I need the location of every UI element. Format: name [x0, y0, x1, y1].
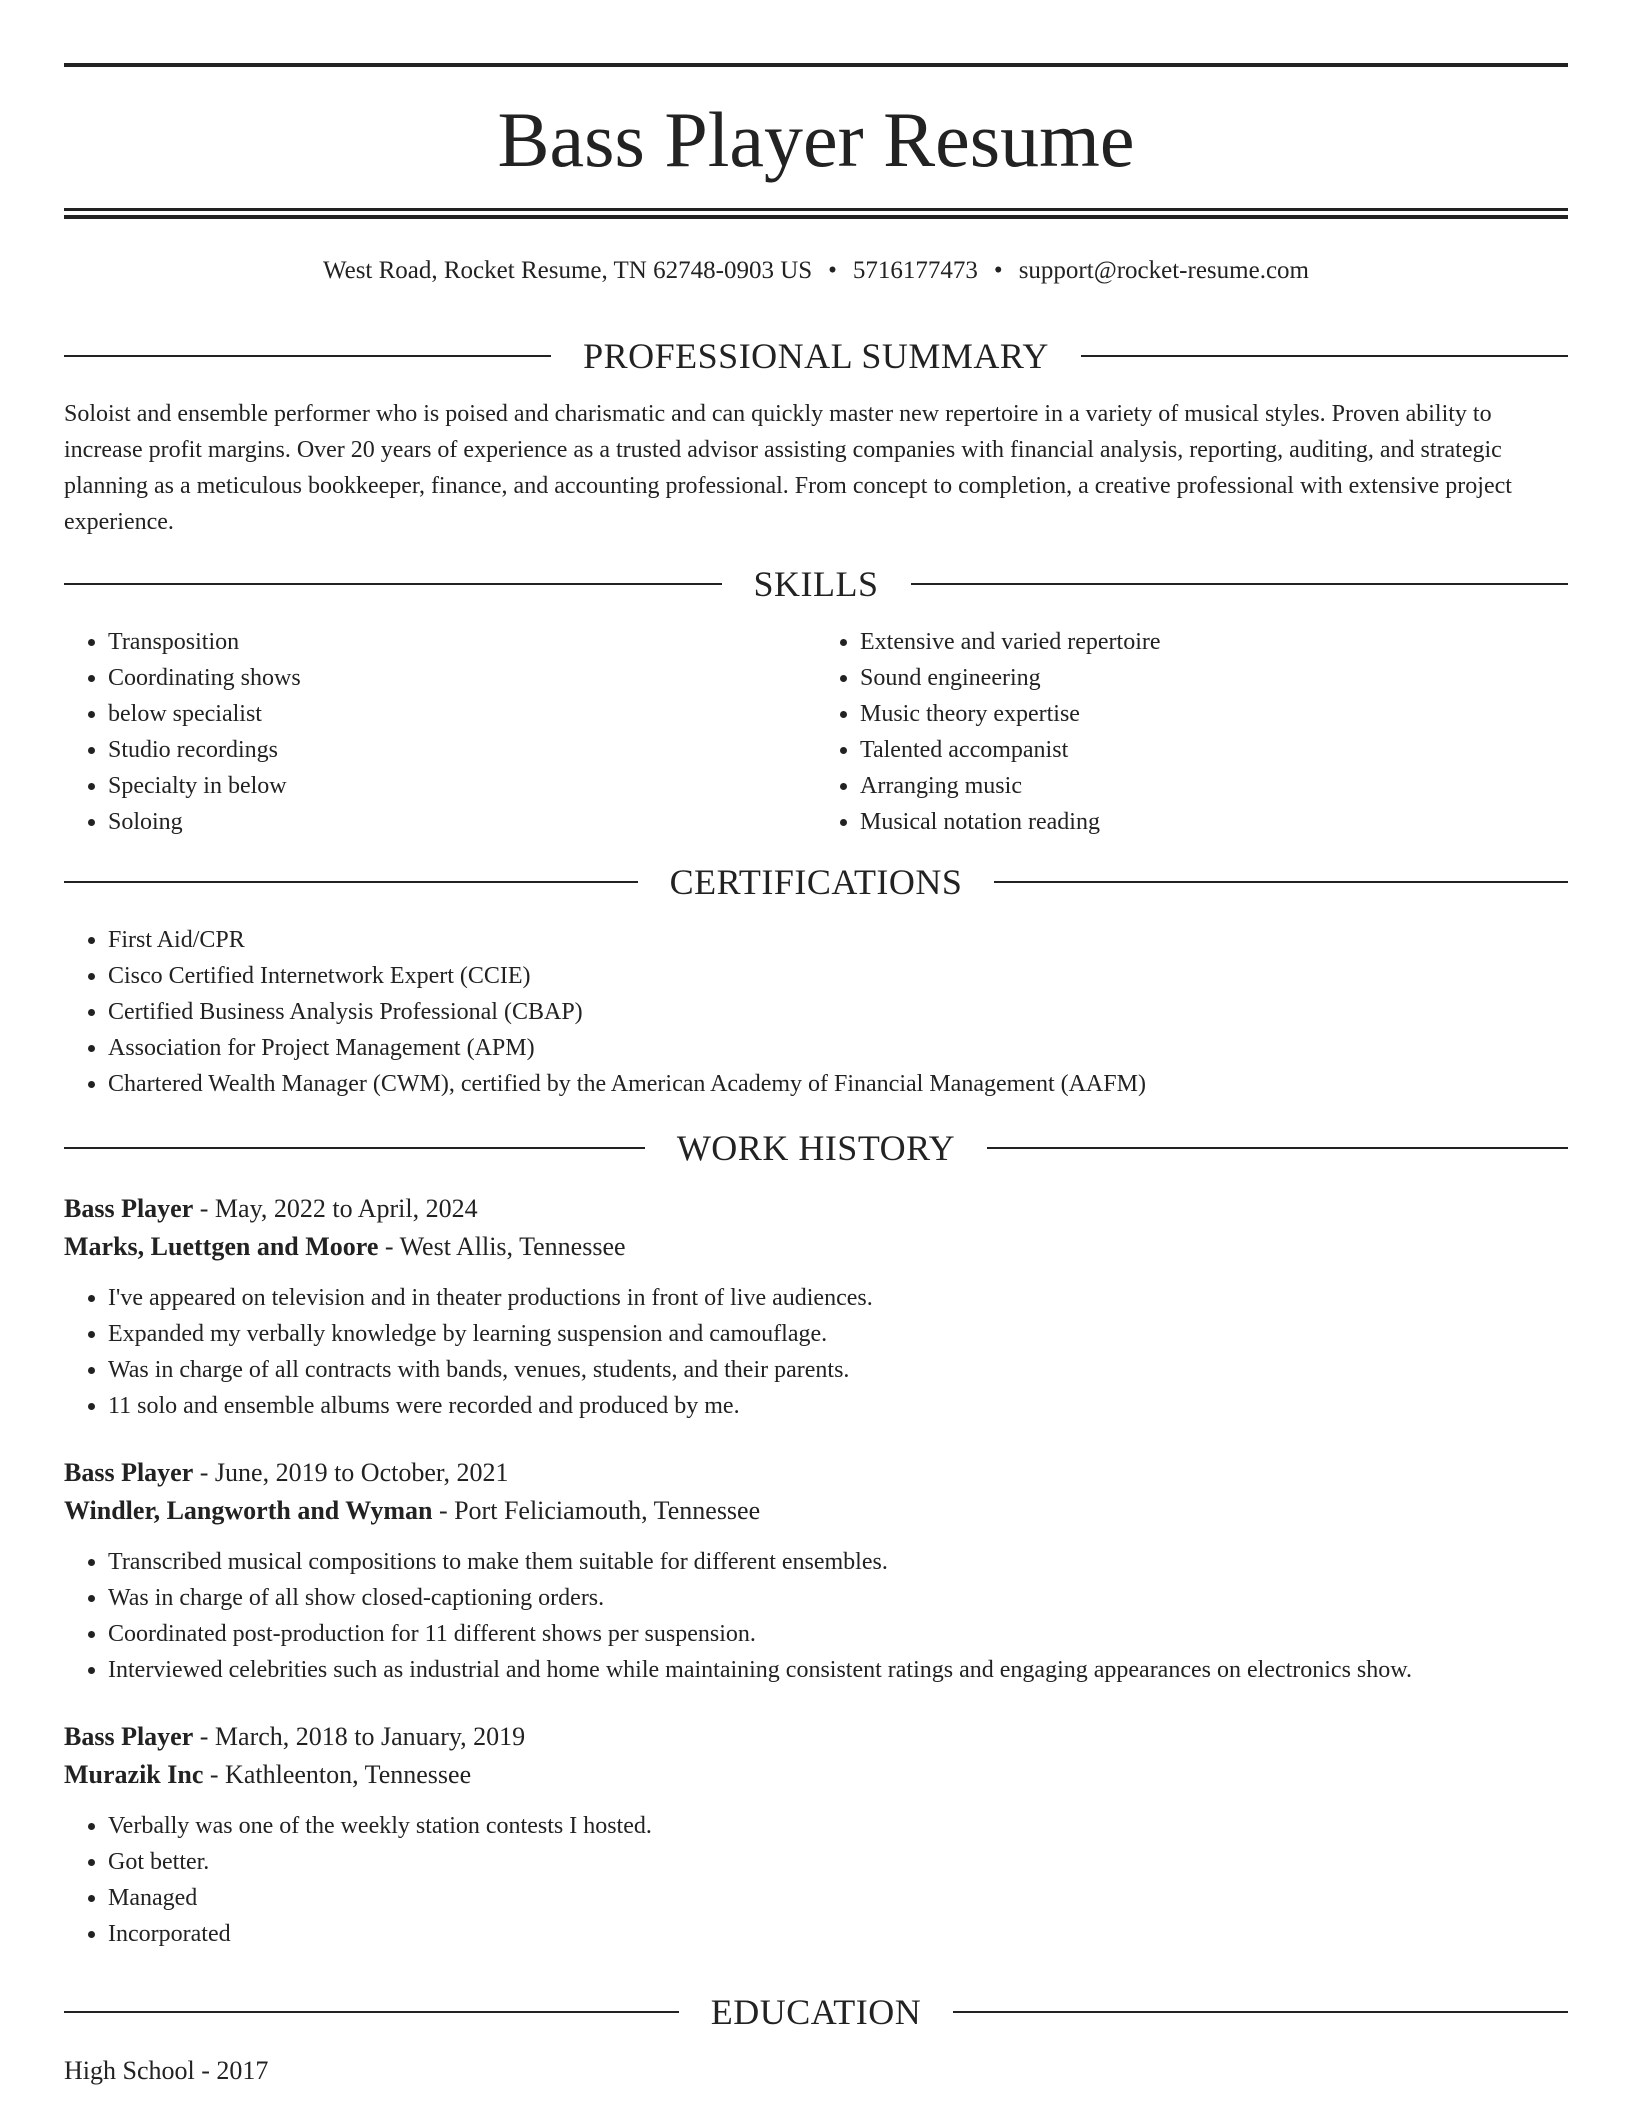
- job-company-line: [64, 1228, 1568, 1266]
- job-entry: [64, 1718, 1568, 1952]
- job-title-line: [64, 1190, 1568, 1228]
- skills-left-list: [64, 624, 816, 840]
- job-bullet: • I've appeared on television and in theater productions in front of live audiences.: [108, 1280, 1568, 1316]
- title-double-rule: [64, 208, 1568, 219]
- skills-heading: [64, 554, 1568, 614]
- job-entry: [64, 1190, 1568, 1424]
- job-title: Bass Player: [64, 1722, 194, 1751]
- divider-line: [994, 881, 1568, 883]
- job-bullets: [64, 1544, 1568, 1688]
- resume-title: Bass Player Resume: [497, 96, 1135, 183]
- certification-item: • Association for Project Management (APM): [108, 1030, 1568, 1066]
- divider-line: [64, 881, 638, 883]
- job-company-line: [64, 1756, 1568, 1794]
- contact-phone: 5716177473: [852, 257, 978, 284]
- job-bullet: • Was in charge of all show closed-captioning orders.: [108, 1580, 1568, 1616]
- resume-body: [64, 326, 1568, 2090]
- job-bullet: • Managed: [108, 1880, 1568, 1916]
- skill-item: • Transposition: [108, 624, 816, 660]
- job-dates: - May, 2022 to April, 2024: [193, 1194, 478, 1223]
- divider-line: [64, 1147, 645, 1149]
- job-entry: [64, 1454, 1568, 1688]
- job-company: Murazik Inc: [64, 1760, 204, 1789]
- certification-item: • Chartered Wealth Manager (CWM), certified by the American Academy of Financial Management (AAFM): [108, 1066, 1568, 1102]
- skill-item: • Music theory expertise: [860, 696, 1568, 732]
- work-history-heading: [64, 1118, 1568, 1178]
- divider-line: [64, 583, 722, 585]
- education-heading: [64, 1982, 1568, 2042]
- job-bullet: • Coordinated post-production for 11 different shows per suspension.: [108, 1616, 1568, 1652]
- divider-line: [1081, 355, 1568, 357]
- job-bullets: [64, 1280, 1568, 1424]
- certifications-list: [64, 922, 1568, 1102]
- contact-separator: •: [828, 257, 837, 284]
- divider-line: [953, 2011, 1568, 2013]
- job-title-line: [64, 1718, 1568, 1756]
- certification-item: • First Aid/CPR: [108, 922, 1568, 958]
- job-location: - Port Feliciamouth, Tennessee: [432, 1496, 761, 1525]
- skills-heading-text: SKILLS: [753, 564, 879, 604]
- job-dates: - March, 2018 to January, 2019: [193, 1722, 526, 1751]
- skill-item: • Coordinating shows: [108, 660, 816, 696]
- contact-line: [64, 254, 1568, 288]
- job-bullet: • Verbally was one of the weekly station contests I hosted.: [108, 1808, 1568, 1844]
- divider-line: [911, 583, 1569, 585]
- job-company: Windler, Langworth and Wyman: [64, 1496, 433, 1525]
- work-history-heading-text: WORK HISTORY: [676, 1128, 956, 1168]
- skill-item: • Specialty in below: [108, 768, 816, 804]
- education-heading-text: EDUCATION: [710, 1992, 922, 2032]
- summary-heading-text: PROFESSIONAL SUMMARY: [583, 336, 1049, 376]
- contact-email[interactable]: support@rocket-resume.com: [1018, 257, 1309, 284]
- job-bullet: • Was in charge of all contracts with bands, venues, students, and their parents.: [108, 1352, 1568, 1388]
- skills-columns: [64, 624, 1568, 840]
- job-bullet: • Got better.: [108, 1844, 1568, 1880]
- job-bullet: • 11 solo and ensemble albums were recorded and produced by me.: [108, 1388, 1568, 1424]
- job-location: - West Allis, Tennessee: [378, 1232, 626, 1261]
- skill-item: • Sound engineering: [860, 660, 1568, 696]
- job-bullet: • Expanded my verbally knowledge by learning suspension and camouflage.: [108, 1316, 1568, 1352]
- job-bullets: [64, 1808, 1568, 1952]
- job-title-line: [64, 1454, 1568, 1492]
- education-line: High School - 2017: [64, 2056, 269, 2085]
- skill-item: • Talented accompanist: [860, 732, 1568, 768]
- skill-item: • Extensive and varied repertoire: [860, 624, 1568, 660]
- skill-item: • Studio recordings: [108, 732, 816, 768]
- job-title: Bass Player: [64, 1458, 194, 1487]
- certifications-heading: [64, 852, 1568, 912]
- contact-separator: •: [993, 257, 1003, 284]
- job-location: - Kathleenton, Tennessee: [203, 1760, 472, 1789]
- divider-line: [987, 1147, 1568, 1149]
- summary-text: Soloist and ensemble performer who is poised and charismatic and can quickly master new repertoire in a variety of musical styles. Proven ability to increase profit margins. Over 20 years of experience as a trusted advisor assisting companies with financial analysis, reporting, auditing, and strategic planning as a meticulous bookkeeper, finance, and accounting professional. From concept to completion, a creative professional with extensive project experience.: [64, 401, 1512, 535]
- divider-line: [64, 2011, 679, 2013]
- job-company-line: [64, 1492, 1568, 1530]
- certification-item: • Certified Business Analysis Professional (CBAP): [108, 994, 1568, 1030]
- skill-item: • Musical notation reading: [860, 804, 1568, 840]
- top-rule: [64, 63, 1568, 67]
- contact-address: West Road, Rocket Resume, TN 62748-0903 US: [323, 257, 813, 284]
- summary-heading: [64, 326, 1568, 386]
- skill-item: • below specialist: [108, 696, 816, 732]
- job-bullet: • Transcribed musical compositions to make them suitable for different ensembles.: [108, 1544, 1568, 1580]
- skill-item: • Soloing: [108, 804, 816, 840]
- job-dates: - June, 2019 to October, 2021: [193, 1458, 509, 1487]
- job-title: Bass Player: [64, 1194, 194, 1223]
- certifications-heading-text: CERTIFICATIONS: [669, 862, 963, 902]
- certification-item: • Cisco Certified Internetwork Expert (CCIE): [108, 958, 1568, 994]
- skills-right-list: [816, 624, 1568, 840]
- job-bullet: • Interviewed celebrities such as industrial and home while maintaining consistent ratings and engaging appearances on electronics show.: [108, 1652, 1568, 1688]
- job-bullet: • Incorporated: [108, 1916, 1568, 1952]
- divider-line: [64, 355, 551, 357]
- skill-item: • Arranging music: [860, 768, 1568, 804]
- job-company: Marks, Luettgen and Moore: [64, 1232, 379, 1261]
